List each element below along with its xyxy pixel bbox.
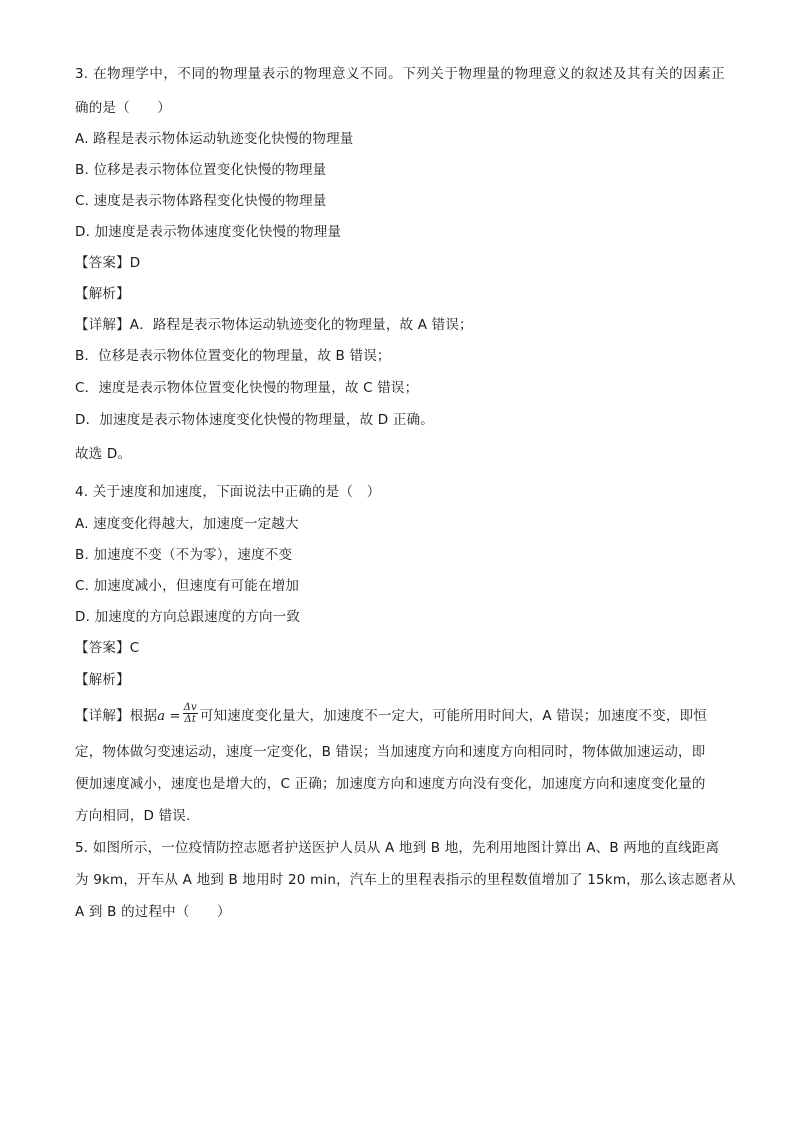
q4-detail-prefix: 【详解】根据 [75, 708, 158, 724]
q3-option-a: A. 路程是表示物体运动轨迹变化快慢的物理量 [75, 131, 354, 147]
q4-detail-line1-rest: 可知速度变化量大，加速度不一定大，可能所用时间大，A 错误；加速度不变，即恒 [199, 708, 708, 724]
q3-option-b: B. 位移是表示物体位置变化快慢的物理量 [75, 162, 327, 178]
q3-answer: 【答案】D [75, 255, 141, 271]
q4-option-c: C. 加速度减小，但速度有可能在增加 [75, 578, 300, 594]
q4-option-b: B. 加速度不变（不为零），速度不变 [75, 547, 293, 563]
q4-formula-numerator: Δv [183, 701, 197, 713]
q5-stem-line2: 为 9km，开车从 A 地到 B 地用时 20 min，汽车上的里程表指示的里程数值增加了 15km，那么该志愿者从 [75, 872, 736, 888]
q4-formula-denominator: Δt [184, 713, 197, 725]
q3-detail-line4: D．加速度是表示物体速度变化快慢的物理量，故 D 正确。 [75, 412, 434, 428]
q3-detail-line1: 【详解】A．路程是表示物体运动轨迹变化的物理量，故 A 错误； [75, 317, 473, 333]
q4-analysis-label: 【解析】 [75, 672, 130, 688]
q3-conclusion: 故选 D。 [75, 446, 132, 462]
q4-answer: 【答案】C [75, 640, 140, 656]
q4-stem: 4. 关于速度和加速度，下面说法中正确的是（ ） [75, 484, 381, 500]
q3-detail-line3: C．速度是表示物体位置变化快慢的物理量，故 C 错误； [75, 380, 419, 396]
q3-analysis-label: 【解析】 [75, 286, 130, 302]
q3-option-d: D. 加速度是表示物体速度变化快慢的物理量 [75, 224, 342, 240]
q4-detail-line4: 方向相同，D 错误. [75, 808, 191, 824]
q3-option-c: C. 速度是表示物体路程变化快慢的物理量 [75, 193, 327, 209]
q4-detail-line3: 便加速度减小，速度也是增大的，C 正确；加速度方向和速度方向没有变化，加速度方向和速度变化量的 [75, 776, 706, 792]
q4-option-a: A. 速度变化得越大，加速度一定越大 [75, 516, 299, 532]
q3-stem-line2: 确的是（ ） [75, 100, 171, 116]
q5-stem-line3: A 到 B 的过程中（ ） [75, 904, 231, 920]
q4-option-d: D. 加速度的方向总跟速度的方向一致 [75, 609, 301, 625]
q3-stem-line1: 3. 在物理学中，不同的物理量表示的物理意义不同。下列关于物理量的物理意义的叙述及其有关的因素正 [75, 66, 725, 82]
q4-detail-line1 [75, 701, 708, 727]
q3-detail-line2: B．位移是表示物体位置变化的物理量，故 B 错误； [75, 348, 391, 364]
q4-formula-fraction [183, 702, 198, 725]
q5-stem-line1: 5. 如图所示，一位疫情防控志愿者护送医护人员从 A 地到 B 地，先利用地图计算出 A、B 两地的直线距离 [75, 840, 720, 856]
q4-formula-lhs: a = [157, 709, 181, 724]
q4-detail-line2: 定，物体做匀变速运动，速度一定变化，B 错误；当加速度方向和速度方向相同时，物体做加速运动，即 [75, 744, 706, 760]
